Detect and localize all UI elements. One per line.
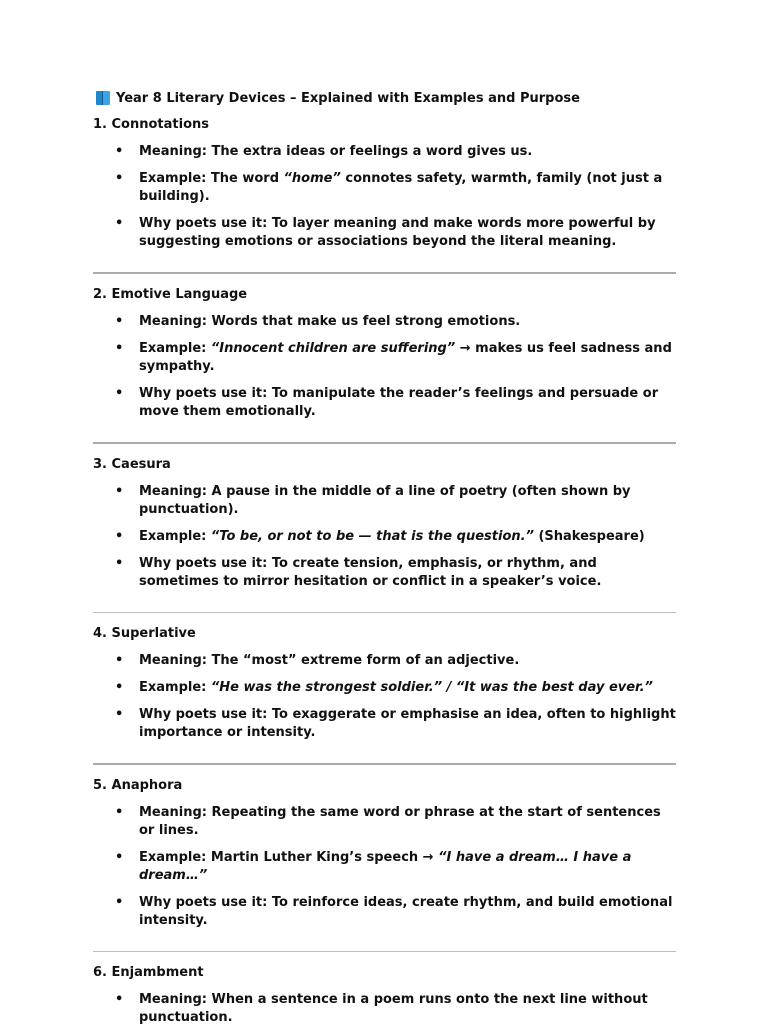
example-quote: “He was the strongest soldier.” / “It was the best day ever.”: [210, 680, 653, 695]
meaning-bullet: • Meaning: Words that make us feel strong emotions.: [93, 313, 676, 331]
document-title: [96, 88, 676, 108]
section-heading: 1. Connotations: [93, 117, 210, 132]
example-quote: “Innocent children are suffering”: [210, 341, 456, 356]
example-text: Example: Martin Luther King’s speech →: [139, 850, 439, 865]
section-emotive-language: [93, 286, 676, 421]
example-text-after: → makes us feel sadness and sympathy.: [139, 341, 672, 374]
example-text: Example:: [139, 341, 211, 356]
section-divider: [93, 442, 676, 444]
section-anaphora: [93, 777, 676, 930]
section-connotations: [93, 116, 676, 251]
section-divider: [93, 951, 676, 952]
meaning-bullet: • Meaning: Repeating the same word or phrase at the start of sentences or lines.: [93, 804, 676, 840]
meaning-bullet: • Meaning: The extra ideas or feelings a word gives us.: [93, 143, 676, 161]
example-text: Example:: [139, 529, 211, 544]
bullet-list: [93, 991, 676, 1027]
example-quote: “I have a dream… I have a dream…”: [139, 850, 632, 883]
meaning-bullet: • Meaning: When a sentence in a poem runs onto the next line without punctuation.: [93, 991, 676, 1027]
section-divider: [93, 272, 676, 274]
example-text: Example:: [139, 680, 211, 695]
example-text: Example: The word: [139, 171, 284, 186]
meaning-bullet: • Meaning: The “most” extreme form of an adjective.: [93, 652, 676, 670]
section-heading: 4. Superlative: [93, 626, 196, 641]
section-heading: 2. Emotive Language: [93, 287, 248, 302]
example-text-after: (Shakespeare): [533, 529, 645, 544]
why-bullet: • Why poets use it: To layer meaning and make words more powerful by suggesting emotions or associations beyond the literal meaning.: [93, 215, 676, 251]
section-heading: 5. Anaphora: [93, 778, 183, 793]
why-bullet: • Why poets use it: To exaggerate or emphasise an idea, often to highlight importance or intensity.: [93, 706, 676, 742]
example-bullet: [93, 528, 676, 546]
section-heading: 6. Enjambment: [93, 965, 204, 980]
section-divider: [93, 612, 676, 613]
section-superlative: [93, 625, 676, 742]
section-divider: [93, 763, 676, 765]
bullet-list: [93, 483, 676, 591]
example-bullet: [93, 679, 676, 697]
why-bullet: • Why poets use it: To manipulate the reader’s feelings and persuade or move them emotionally.: [93, 385, 676, 421]
bullet-list: [93, 804, 676, 930]
example-quote: “To be, or not to be — that is the question.”: [210, 529, 534, 544]
why-bullet: • Why poets use it: To reinforce ideas, create rhythm, and build emotional intensity.: [93, 894, 676, 930]
section-heading: 3. Caesura: [93, 457, 171, 472]
example-quote: “home”: [283, 171, 341, 186]
document-title-text: Year 8 Literary Devices – Explained with Examples and Purpose: [116, 90, 580, 106]
example-bullet: [93, 849, 676, 885]
meaning-bullet: • Meaning: A pause in the middle of a line of poetry (often shown by punctuation).: [93, 483, 676, 519]
section-caesura: [93, 456, 676, 591]
why-bullet: • Why poets use it: To create tension, emphasis, or rhythm, and sometimes to mirror hesitation or conflict in a speaker’s voice.: [93, 555, 676, 591]
example-bullet: [93, 170, 676, 206]
example-text-after: connotes safety, warmth, family (not just a building).: [139, 171, 663, 204]
example-bullet: [93, 340, 676, 376]
document-page: [93, 88, 676, 1027]
section-enjambment: [93, 964, 676, 1027]
bullet-list: [93, 652, 676, 742]
blue-book-icon: [96, 91, 110, 105]
bullet-list: [93, 143, 676, 251]
bullet-list: [93, 313, 676, 421]
